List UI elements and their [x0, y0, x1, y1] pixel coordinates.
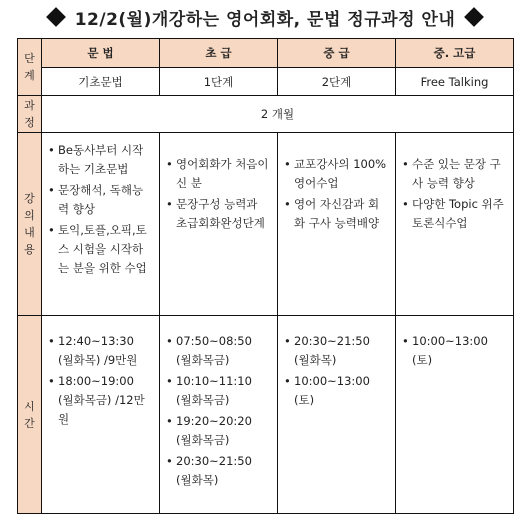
col-header-grammar: 문 법 — [42, 39, 160, 68]
content-beginner — [160, 133, 278, 316]
content-item: • Be동사부터 시작하는 기초문법 — [48, 141, 153, 179]
side-label-time: 시 간 — [18, 316, 42, 514]
content-item: • 교포강사의 100% 영어수업 — [284, 155, 389, 193]
diamond-right-icon — [464, 7, 484, 27]
schedule-item: • 12:40~13:30 (월화목) /9만원 — [48, 332, 153, 370]
page-title-bar — [0, 0, 530, 34]
course-row — [18, 96, 514, 133]
content-grammar — [42, 133, 160, 316]
content-item: • 문장구성 능력과 초급회화완성단계 — [166, 195, 271, 233]
schedule-row — [18, 316, 514, 514]
schedule-item: • 19:20~20:20 (월화목금) — [166, 412, 271, 450]
diamond-left-icon — [46, 7, 66, 27]
content-item: • 토익,토플,오픽,토스 시험을 시작하는 분을 위한 수업 — [48, 221, 153, 278]
schedule-item: • 20:30~21:50 (월화목) — [284, 332, 389, 370]
level-grammar: 기초문법 — [42, 68, 160, 96]
header-row — [18, 39, 514, 68]
col-header-intermediate: 중 급 — [278, 39, 396, 68]
page-title: 12/2(월)개강하는 영어회화, 문법 정규과정 안내 — [74, 9, 456, 30]
content-item: • 영어회화가 처음이신 분 — [166, 155, 271, 193]
schedule-item: • 07:50~08:50 (월화목금) — [166, 332, 271, 370]
side-label-content: 강 의 내 용 — [18, 133, 42, 316]
col-header-beginner: 초 급 — [160, 39, 278, 68]
course-length: 2 개월 — [42, 96, 514, 133]
content-advanced — [396, 133, 514, 316]
schedule-advanced — [396, 316, 514, 514]
schedule-item: • 10:00~13:00 (토) — [284, 372, 389, 410]
level-intermediate: 2단계 — [278, 68, 396, 96]
course-table — [17, 38, 514, 514]
level-beginner: 1단계 — [160, 68, 278, 96]
level-row — [18, 68, 514, 96]
side-label-course: 과 정 — [18, 96, 42, 133]
content-item: • 수준 있는 문장 구사 능력 향상 — [402, 155, 507, 193]
content-intermediate — [278, 133, 396, 316]
schedule-item: • 20:30~21:50 (월화목) — [166, 452, 271, 490]
col-header-advanced: 중. 고급 — [396, 39, 514, 68]
schedule-grammar — [42, 316, 160, 514]
schedule-intermediate — [278, 316, 396, 514]
schedule-item: • 18:00~19:00 (월화목금) /12만원 — [48, 372, 153, 429]
level-advanced: Free Talking — [396, 68, 514, 96]
content-item: • 문장해석, 독해능력 향상 — [48, 181, 153, 219]
schedule-item: • 10:00~13:00 (토) — [402, 332, 507, 370]
content-item: • 다양한 Topic 위주 토론식수업 — [402, 195, 507, 233]
content-item: • 영어 자신감과 회화 구사 능력배양 — [284, 195, 389, 233]
schedule-item: • 10:10~11:10 (월화목금) — [166, 372, 271, 410]
schedule-beginner — [160, 316, 278, 514]
content-row — [18, 133, 514, 316]
side-label-level: 단 계 — [18, 39, 42, 96]
